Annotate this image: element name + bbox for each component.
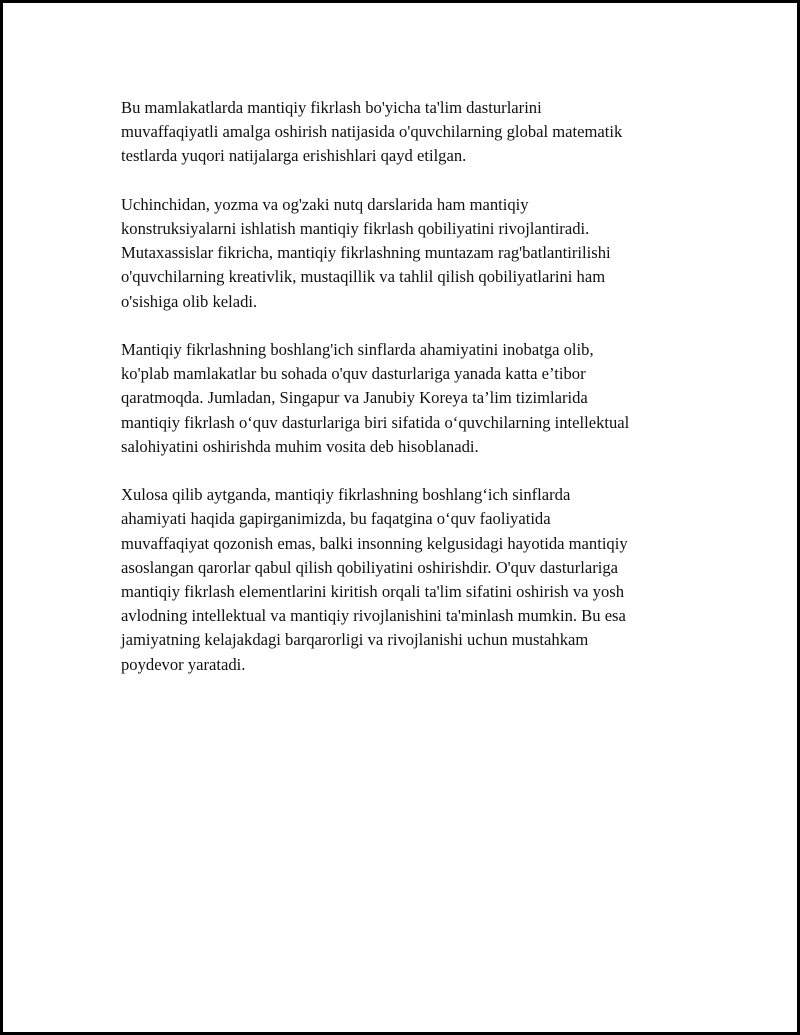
document-body: [121, 96, 687, 701]
paragraph-1: Bu mamlakatlarda mantiqiy fikrlash bo'yicha ta'lim dasturlarini muvaffaqiyatli amalga oshirish natijasida o'quvchilarning global matematik testlarda yuqori natijalarga erishishlari qayd etilgan.: [121, 98, 623, 166]
paragraph-2: Uchinchidan, yozma va og'zaki nutq darslarida ham mantiqiy konstruksiyalarni ishlatish mantiqiy fikrlash qobiliyatini rivojlantiradi. Mutaxassislar fikricha, mantiqiy fikrlashning muntazam rag'batlantirilishi o'quvchilarning kreativlik, mustaqillik va tahlil qilish qobiliyatlarini ham o'sishiga olib keladi.: [121, 194, 611, 311]
paragraph-3: Mantiqiy fikrlashning boshlang'ich sinflarda ahamiyatini inobatga olib, ko'plab mamlakatlar bu sohada o'quv dasturlariga yanada katta e’tibor qaratmoqda. Jumladan, Singapur va Janubiy Koreya ta’lim tizimlarida mantiqiy fikrlash o‘quv dasturlariga biri sifatida o‘quvchilarning intellektual salohiyatini oshirishda muhim vosita deb hisoblanadi.: [121, 340, 630, 456]
paragraph-4: Xulosa qilib aytganda, mantiqiy fikrlashning boshlang‘ich sinflarda ahamiyati haqida gapirganimizda, bu faqatgina o‘quv faoliyatida muvaffaqiyat qozonish emas, balki insonning kelgusidagi hayotida mantiqiy asoslangan qarorlar qabul qilish qobiliyatini oshirishdir. O'quv dasturlariga mantiqiy fikrlash elementlarini kiritish orqali ta'lim sifatini oshirish va yosh avlodning intellektual va mantiqiy rivojlanishini ta'minlash mumkin. Bu esa jamiyatning kelajakdagi barqarorligi va rivojlanishi uchun mustahkam poydevor yaratadi.: [121, 485, 628, 674]
